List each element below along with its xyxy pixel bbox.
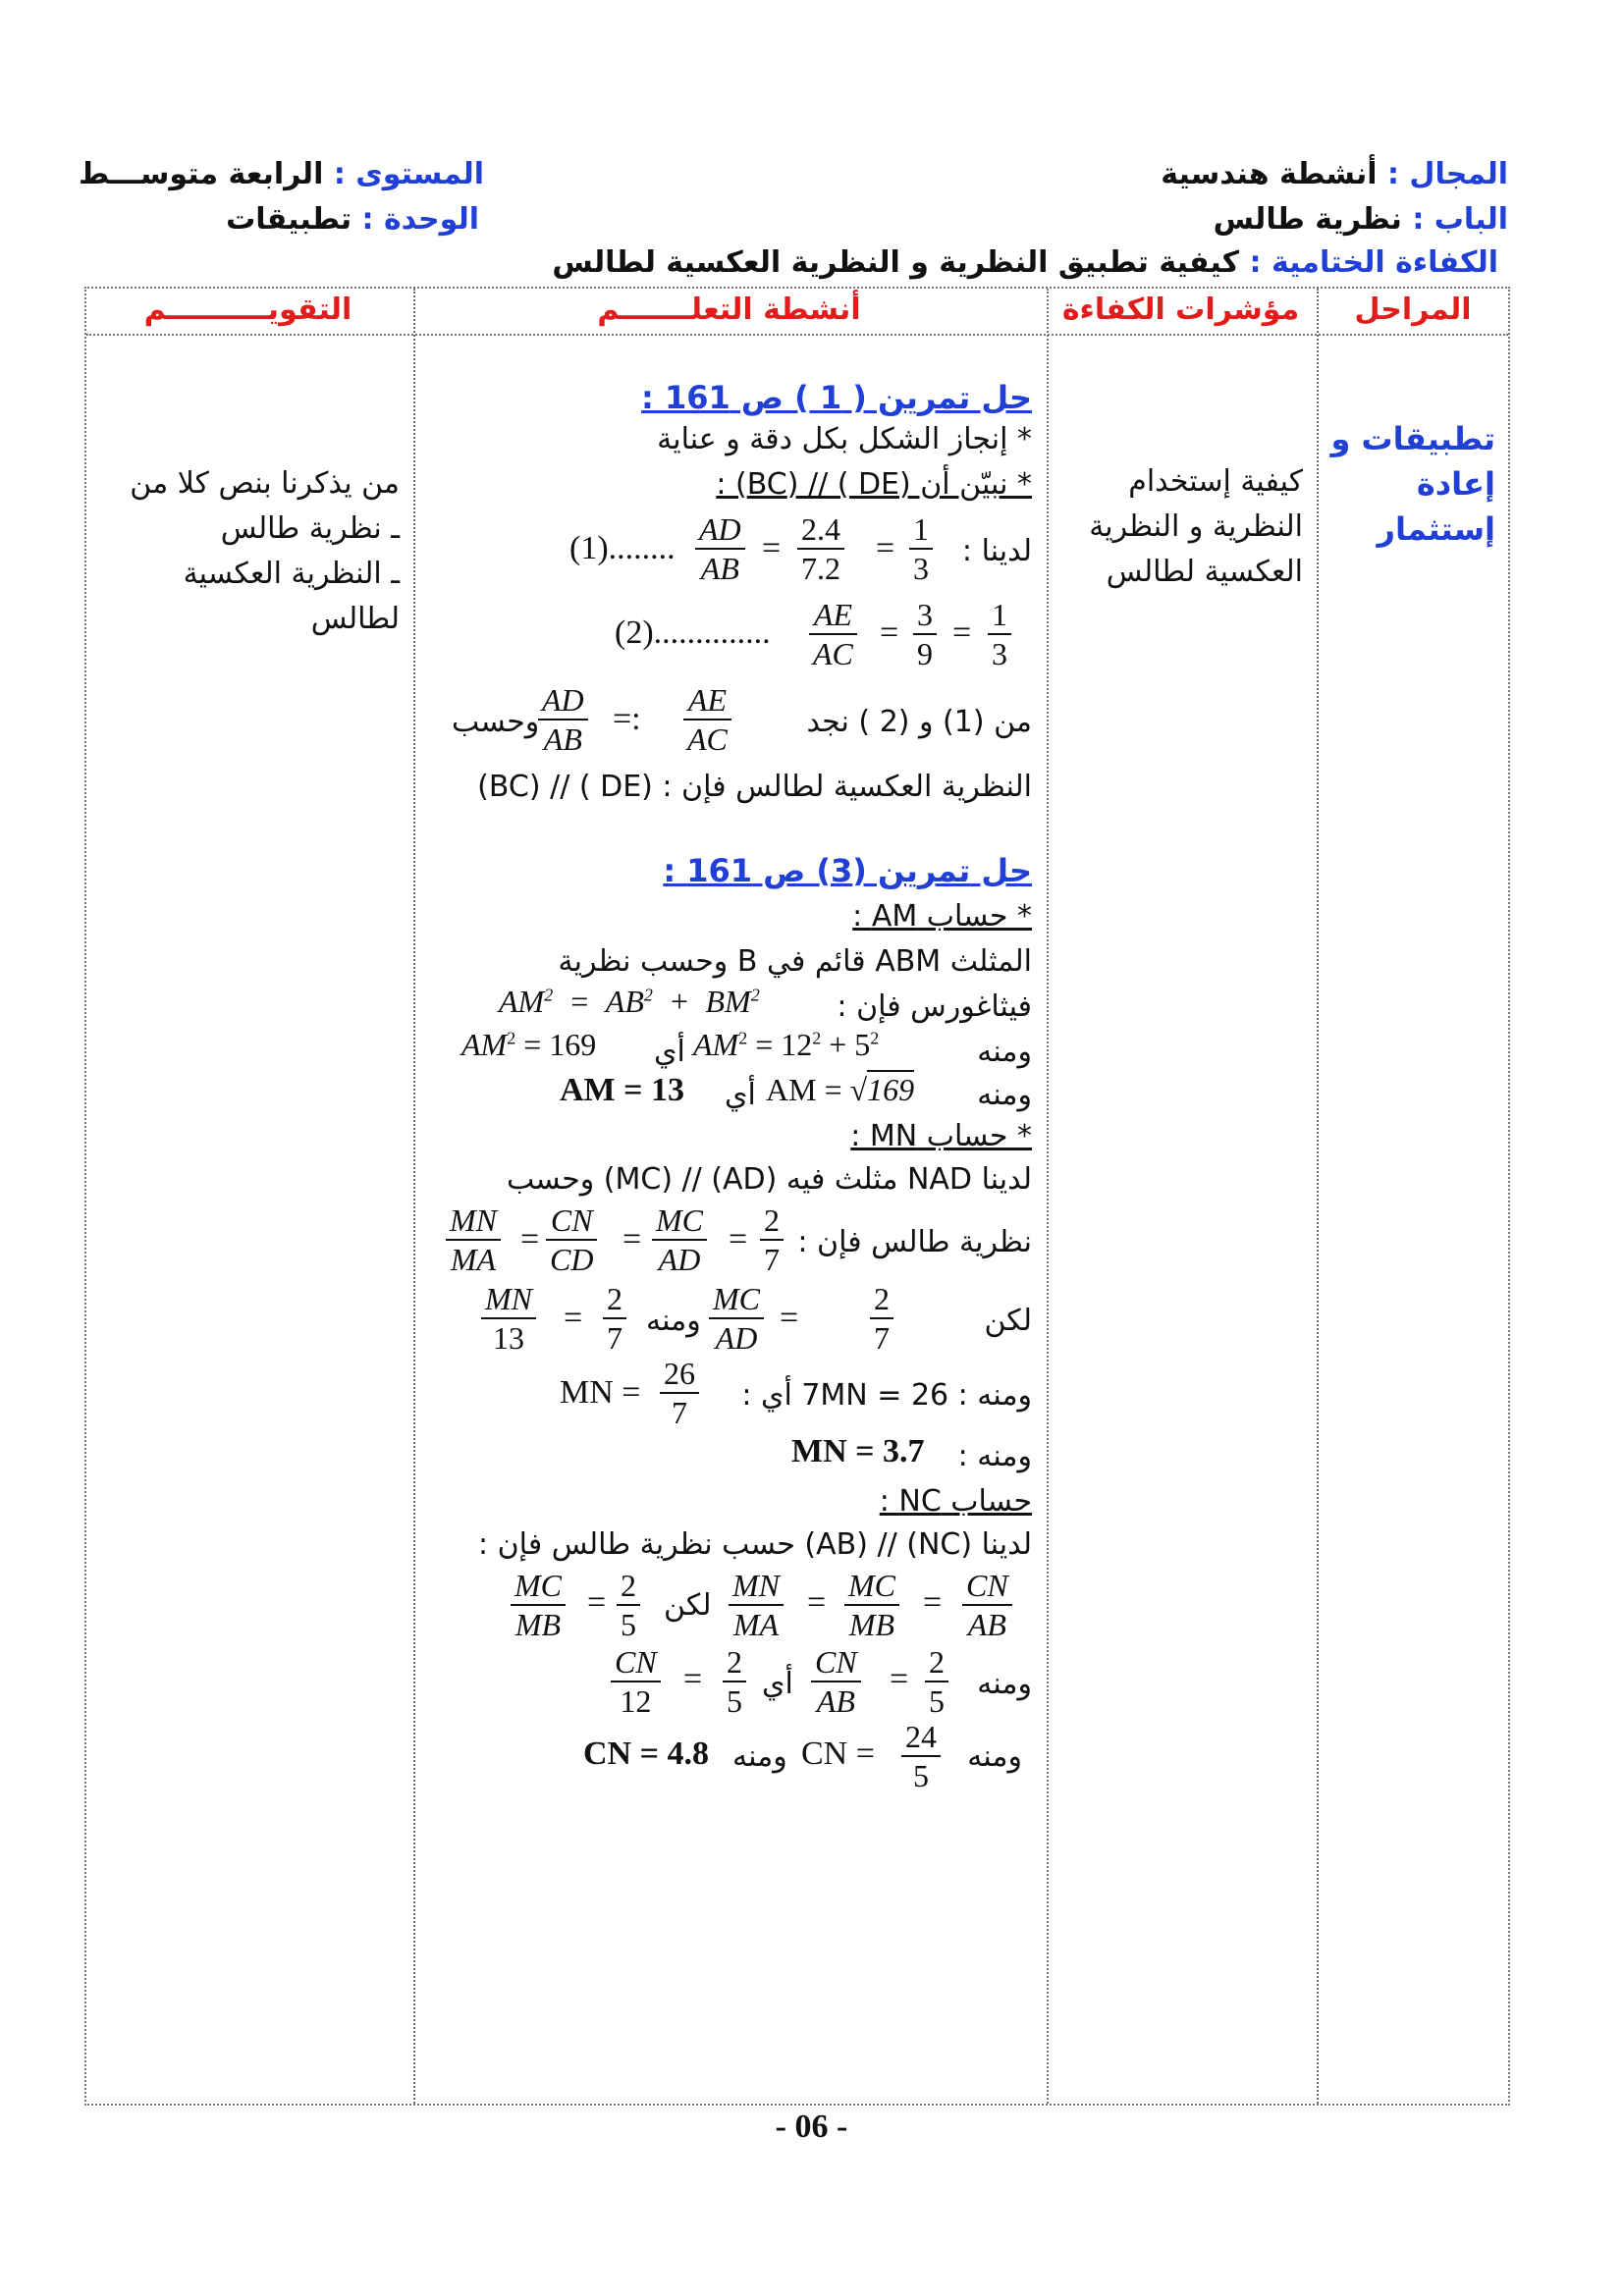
stage-line-1: تطبيقات و [1330, 420, 1495, 457]
eq-sign: = [880, 614, 899, 651]
eq-sign: = [952, 614, 972, 651]
frac-mc-ad-b: $\frac{MC}{AD}$ [709, 1280, 764, 1357]
ex3-am-line4-wamin: ومنه [977, 1078, 1032, 1112]
col-header-activities: أنشطة التعلـــــــم [597, 293, 861, 327]
col-divider-1 [413, 289, 415, 2104]
frac-one-third-2: $\frac{1}{3}$ [988, 596, 1011, 672]
ex1-lina: لدينا : [961, 534, 1032, 568]
frac-ae-ac: $\frac{AE}{AC}$ [809, 596, 857, 672]
frac-mc-ad: $\frac{MC}{AD}$ [652, 1201, 707, 1278]
frac-mn-ma-b: $\frac{MN}{MA}$ [729, 1567, 784, 1643]
am-eq-label: AM = [766, 1072, 842, 1107]
ex3-am-line3-wamin: ومنه [977, 1035, 1032, 1069]
eq-sign: =: [613, 701, 641, 737]
frac-24-5: $\frac{24}{5}$ [901, 1718, 941, 1794]
competence-label: الكفاءة الختامية : [1249, 245, 1498, 280]
frac-mc-mb-b: $\frac{MC}{MB}$ [511, 1567, 566, 1643]
indicator-line-2: النظرية و النظرية [1089, 509, 1303, 544]
frac-one-third-1: $\frac{1}{3}$ [909, 510, 933, 587]
eq-sign: = [807, 1584, 827, 1621]
ex3-nc-wamin: ومنه [977, 1667, 1032, 1701]
eq-sign: = [729, 1221, 748, 1257]
frac-2.4-7.2: $\frac{2.4}{7.2}$ [797, 510, 844, 587]
am-result: AM = 13 [560, 1072, 685, 1108]
ex1-step-drawing: * إنجاز الشكل بكل دقة و عناية [657, 422, 1032, 456]
frac-ad-ab-2: $\frac{AD}{AB}$ [538, 681, 588, 758]
frac-mn-13: $\frac{MN}{13}$ [481, 1280, 536, 1357]
evaluation-line-1: من يذكرنا بنص كلا من [130, 466, 400, 501]
frac-ad-ab: $\frac{AD}{AB}$ [695, 510, 745, 587]
ex1-ref-2: (2).............. [615, 614, 771, 651]
indicator-line-1: كيفية إستخدام [1128, 464, 1303, 499]
eq-sign: = [587, 1584, 607, 1621]
chapter-value: نظرية طالس [1213, 202, 1402, 237]
eq-sign: = [564, 1300, 583, 1336]
ex1-ref-1: (1)........ [569, 530, 676, 566]
ex3-mn-wamin: ومنه [646, 1304, 701, 1338]
ex1-conclusion: النظرية العكسية لطالس فإن : (DE ) // (BC) [477, 770, 1032, 804]
unit-line [226, 202, 479, 237]
competence-line [552, 245, 1498, 280]
eq-sign: = [780, 1300, 799, 1336]
ex3-mn-line2: نظرية طالس فإن : [797, 1225, 1032, 1259]
am-squared-sum: $AM^2 = 12^2 + 5^2$ [693, 1027, 880, 1062]
evaluation-line-3: ـ النظرية العكسية لطالس [183, 557, 400, 636]
pythagoras-formula: $AM^2 = AB^2 + BM^2$ [499, 984, 760, 1019]
cn-result: CN = 4.8 [583, 1735, 709, 1772]
eq-sign: = [923, 1584, 943, 1621]
eq-sign: = [876, 530, 895, 566]
ex3-nc-line4-wamin-2: ومنه [732, 1739, 787, 1774]
ex1-from-line: من (1) و (2 ) نجد [806, 705, 1032, 739]
ex3-mn-line1: لدينا NAD مثلث فيه (AD) // (MC) وحسب [506, 1162, 1032, 1197]
ex3-nc-line1: لدينا (NC) // (AB) حسب نظرية طالس فإن : [478, 1527, 1032, 1562]
ex3-mn-heading: * حساب MN : [850, 1119, 1032, 1153]
ex3-am-line3-ay: أي [654, 1035, 685, 1069]
cn-eq-label: CN = [801, 1735, 875, 1772]
ex3-nc-line4-wamin: ومنه [967, 1739, 1022, 1774]
exercise-3-title: حل تمرين (3) ص 161 : [663, 852, 1032, 889]
col-header-evaluation: التقويــــــــــم [143, 293, 352, 327]
col-divider-3 [1317, 289, 1319, 2104]
indicator-line-3: العكسية لطالس [1106, 555, 1303, 589]
ex3-am-line4-ay: أي [725, 1078, 756, 1112]
ex3-am-heading: * حساب AM : [852, 899, 1032, 934]
evaluation-line-2: ـ نظرية طالس [220, 511, 400, 546]
evaluation-cell [85, 461, 400, 642]
unit-value: تطبيقات [226, 202, 352, 237]
mn-eq-label: MN = [560, 1374, 641, 1411]
frac-ae-ac-2: $\frac{AE}{AC}$ [683, 681, 731, 758]
level-line [79, 157, 484, 191]
header-divider [86, 334, 1508, 336]
indicator-cell [1057, 459, 1303, 595]
ex3-nc-heading: حساب NC : [879, 1484, 1032, 1519]
ex3-mn-line5: ومنه : 7MN = 26 أي : [741, 1378, 1032, 1413]
ex3-am-line1: المثلث ABM قائم في B وحسب نظرية [558, 944, 1032, 979]
stage-line-3: إستثمار [1377, 510, 1495, 548]
exercise-1-title: حل تمرين ( 1 ) ص 161 : [641, 379, 1032, 416]
page-number: - 06 - [775, 2109, 848, 2145]
frac-cn-ab: $\frac{CN}{AB}$ [962, 1567, 1012, 1643]
eq-sign: = [890, 1661, 909, 1697]
mn-result: MN = 3.7 [791, 1433, 925, 1469]
eq-sign: = [520, 1221, 540, 1257]
frac-2-7-b: $\frac{2}{7}$ [870, 1280, 893, 1357]
col-header-stages: المراحل [1354, 293, 1472, 327]
domain-value: أنشطة هندسية [1161, 157, 1378, 191]
am-sqrt: AM = √169 [766, 1072, 915, 1107]
am-eq-169: = 169 [523, 1027, 597, 1062]
ex3-nc-lakin: لكن [664, 1588, 712, 1623]
col-divider-2 [1047, 289, 1049, 2104]
ex1-step-show-parallel: * نبيّن أن (DE ) // (BC) : [716, 467, 1032, 502]
frac-cn-12: $\frac{CN}{12}$ [611, 1643, 661, 1720]
frac-3-9: $\frac{3}{9}$ [913, 596, 937, 672]
level-value: الرابعة متوســـط [79, 157, 324, 191]
domain-label: المجال : [1386, 157, 1508, 191]
stage-cell [1309, 416, 1495, 552]
am-squared-169: $AM^2 = 169$ [461, 1027, 597, 1062]
frac-2-5: $\frac{2}{5}$ [617, 1567, 640, 1643]
chapter-label: الباب : [1412, 202, 1508, 237]
frac-2-5-c: $\frac{2}{5}$ [723, 1643, 746, 1720]
frac-2-5-b: $\frac{2}{5}$ [925, 1643, 948, 1720]
sqrt-169: 169 [867, 1072, 915, 1107]
ex3-mn-line6: ومنه : [957, 1439, 1032, 1473]
ex3-mn-lakin: لكن [984, 1304, 1032, 1338]
chapter-line [1214, 202, 1508, 237]
frac-cn-cd: $\frac{CN}{CD}$ [546, 1201, 597, 1278]
ex3-nc-ay: أي [762, 1667, 793, 1701]
eq-sign: = [683, 1661, 703, 1697]
frac-mn-ma: $\frac{MN}{MA}$ [446, 1201, 501, 1278]
frac-2-7: $\frac{2}{7}$ [760, 1201, 784, 1278]
frac-2-7-c: $\frac{2}{7}$ [603, 1280, 626, 1357]
eq-sign: = [762, 530, 782, 566]
ex1-wahasab: وحسب [452, 705, 540, 739]
competence-value: كيفية تطبيق النظرية و النظرية العكسية لطالس [552, 245, 1240, 280]
domain-line [1161, 157, 1508, 191]
frac-mc-mb: $\frac{MC}{MB}$ [844, 1567, 899, 1643]
level-label: المستوى : [333, 157, 484, 191]
stage-line-2: إعادة [1416, 465, 1495, 503]
unit-label: الوحدة : [361, 202, 479, 237]
ex3-am-line2: فيثاغورس فإن : [837, 989, 1032, 1024]
frac-cn-ab-b: $\frac{CN}{AB}$ [811, 1643, 861, 1720]
col-header-indicators: مؤشرات الكفاءة [1061, 293, 1300, 327]
eq-sign: = [622, 1221, 642, 1257]
frac-26-7: $\frac{26}{7}$ [660, 1355, 699, 1431]
